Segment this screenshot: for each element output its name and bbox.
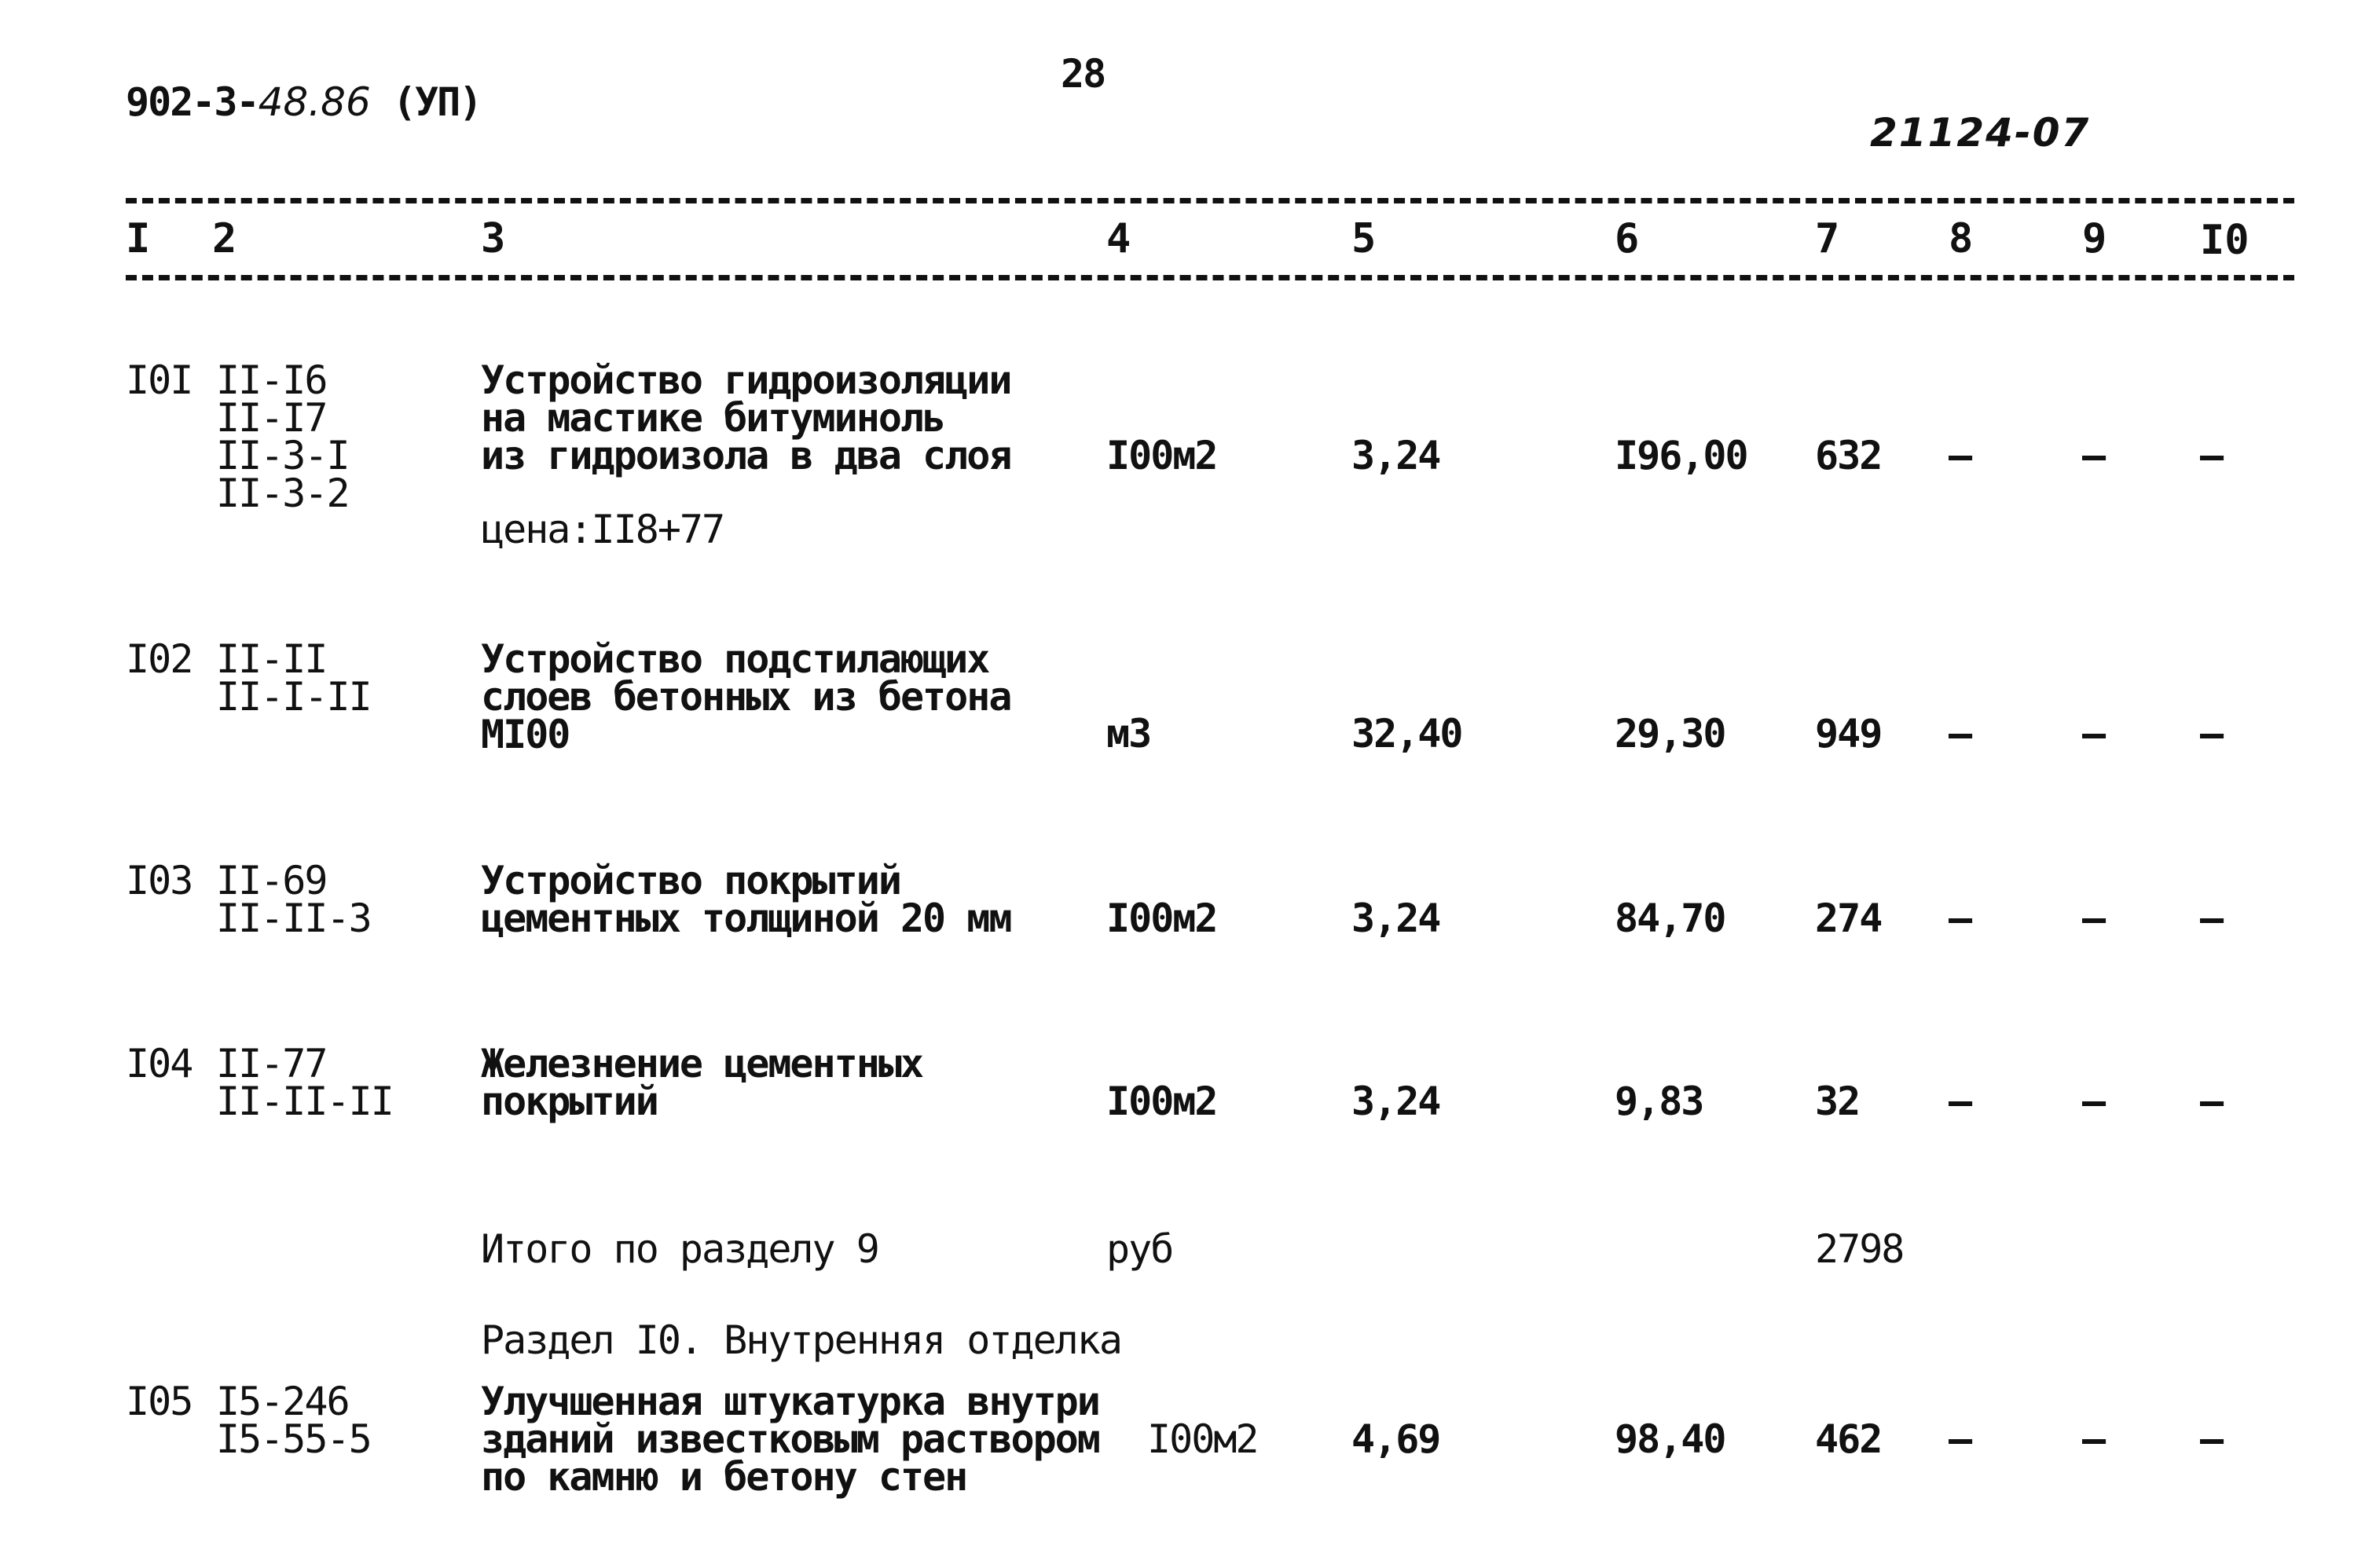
column-header-7: 7 xyxy=(1815,215,1840,262)
subtotal-unit: руб xyxy=(1106,1226,1173,1272)
row-col10: – xyxy=(2200,1079,2223,1124)
document-code-prefix: 902-3- xyxy=(126,79,258,125)
inventory-stamp: 21124-07 xyxy=(1870,110,2091,156)
row-quantity: 3,24 xyxy=(1351,1079,1440,1124)
row-col10: – xyxy=(2200,896,2223,941)
row-quantity: 3,24 xyxy=(1351,896,1440,941)
column-header-6: 6 xyxy=(1615,215,1640,262)
row-description: Железнение цементных покрытий xyxy=(481,1041,923,1124)
row-col10: – xyxy=(2200,1416,2223,1462)
header-rule-top xyxy=(126,198,2294,203)
row-codes: II-77 II-II-II xyxy=(216,1041,393,1124)
column-header-5: 5 xyxy=(1351,215,1377,262)
subtotal-label: Итого по разделу 9 xyxy=(481,1226,878,1272)
row-col9: – xyxy=(2082,711,2105,757)
row-unit-price: I96,00 xyxy=(1615,433,1747,478)
row-col8: – xyxy=(1949,1416,1971,1462)
row-col8: – xyxy=(1949,711,1971,757)
column-header-10: I0 xyxy=(2200,217,2250,264)
row-unit: I00м2 xyxy=(1106,896,1217,941)
row-unit: м3 xyxy=(1106,711,1151,757)
column-header-4: 4 xyxy=(1106,215,1131,262)
row-col10: – xyxy=(2200,433,2223,478)
row-codes: II-II II-I-II xyxy=(216,636,371,720)
row-total: 949 xyxy=(1815,711,1882,757)
column-header-3: 3 xyxy=(481,215,506,262)
row-codes: I5-246 I5-55-5 xyxy=(216,1379,371,1462)
section-title: Раздел I0. Внутренняя отделка xyxy=(481,1317,1121,1363)
row-unit-price: 9,83 xyxy=(1615,1079,1703,1124)
row-unit: I00м2 xyxy=(1106,1079,1217,1124)
column-header-9: 9 xyxy=(2082,215,2107,262)
row-total: 32 xyxy=(1815,1079,1860,1124)
column-header-2: 2 xyxy=(212,215,237,262)
row-unit-price: 84,70 xyxy=(1615,896,1725,941)
row-col9: – xyxy=(2082,896,2105,941)
header-rule-bottom xyxy=(126,275,2294,280)
row-total: 632 xyxy=(1815,433,1882,478)
row-col8: – xyxy=(1949,1079,1971,1124)
row-total: 274 xyxy=(1815,896,1882,941)
page-number: 28 xyxy=(1061,51,1106,97)
row-note: цена:II8+77 xyxy=(481,507,724,552)
row-unit-price: 29,30 xyxy=(1615,711,1725,757)
document-code xyxy=(126,79,482,125)
row-number: I05 xyxy=(126,1379,192,1424)
subtotal-total: 2798 xyxy=(1815,1226,1904,1272)
row-codes: II-I6 II-I7 II-3-I II-3-2 xyxy=(216,357,349,516)
row-number: I0I xyxy=(126,357,192,403)
row-description: Устройство гидроизоляции на мастике битуминоль из гидроизола в два слоя xyxy=(481,357,1011,478)
row-col10: – xyxy=(2200,711,2223,757)
row-description: Устройство покрытий цементных толщиной 20 мм xyxy=(481,858,1011,941)
row-col8: – xyxy=(1949,433,1971,478)
document-code-handwritten: 48.86 xyxy=(258,79,371,125)
row-number: I04 xyxy=(126,1041,192,1086)
row-quantity: 32,40 xyxy=(1351,711,1462,757)
row-description: Улучшенная штукатурка внутри зданий известковым раствором по камню и бетону стен xyxy=(481,1379,1099,1500)
row-unit: I00м2 xyxy=(1106,433,1217,478)
row-col9: – xyxy=(2082,433,2105,478)
row-col9: – xyxy=(2082,1079,2105,1124)
row-number: I02 xyxy=(126,636,192,682)
row-unit-price: 98,40 xyxy=(1615,1416,1725,1462)
row-number: I03 xyxy=(126,858,192,903)
row-codes: II-69 II-II-3 xyxy=(216,858,371,941)
row-col9: – xyxy=(2082,1416,2105,1462)
column-header-1: I xyxy=(126,215,151,262)
row-description: Устройство подстилающих слоев бетонных из бетона МI00 xyxy=(481,636,1011,757)
row-total: 462 xyxy=(1815,1416,1882,1462)
column-header-8: 8 xyxy=(1949,215,1974,262)
row-col8: – xyxy=(1949,896,1971,941)
row-quantity: 4,69 xyxy=(1351,1416,1440,1462)
row-unit: I00м2 xyxy=(1147,1416,1258,1462)
document-code-suffix: (УП) xyxy=(392,79,482,125)
row-quantity: 3,24 xyxy=(1351,433,1440,478)
